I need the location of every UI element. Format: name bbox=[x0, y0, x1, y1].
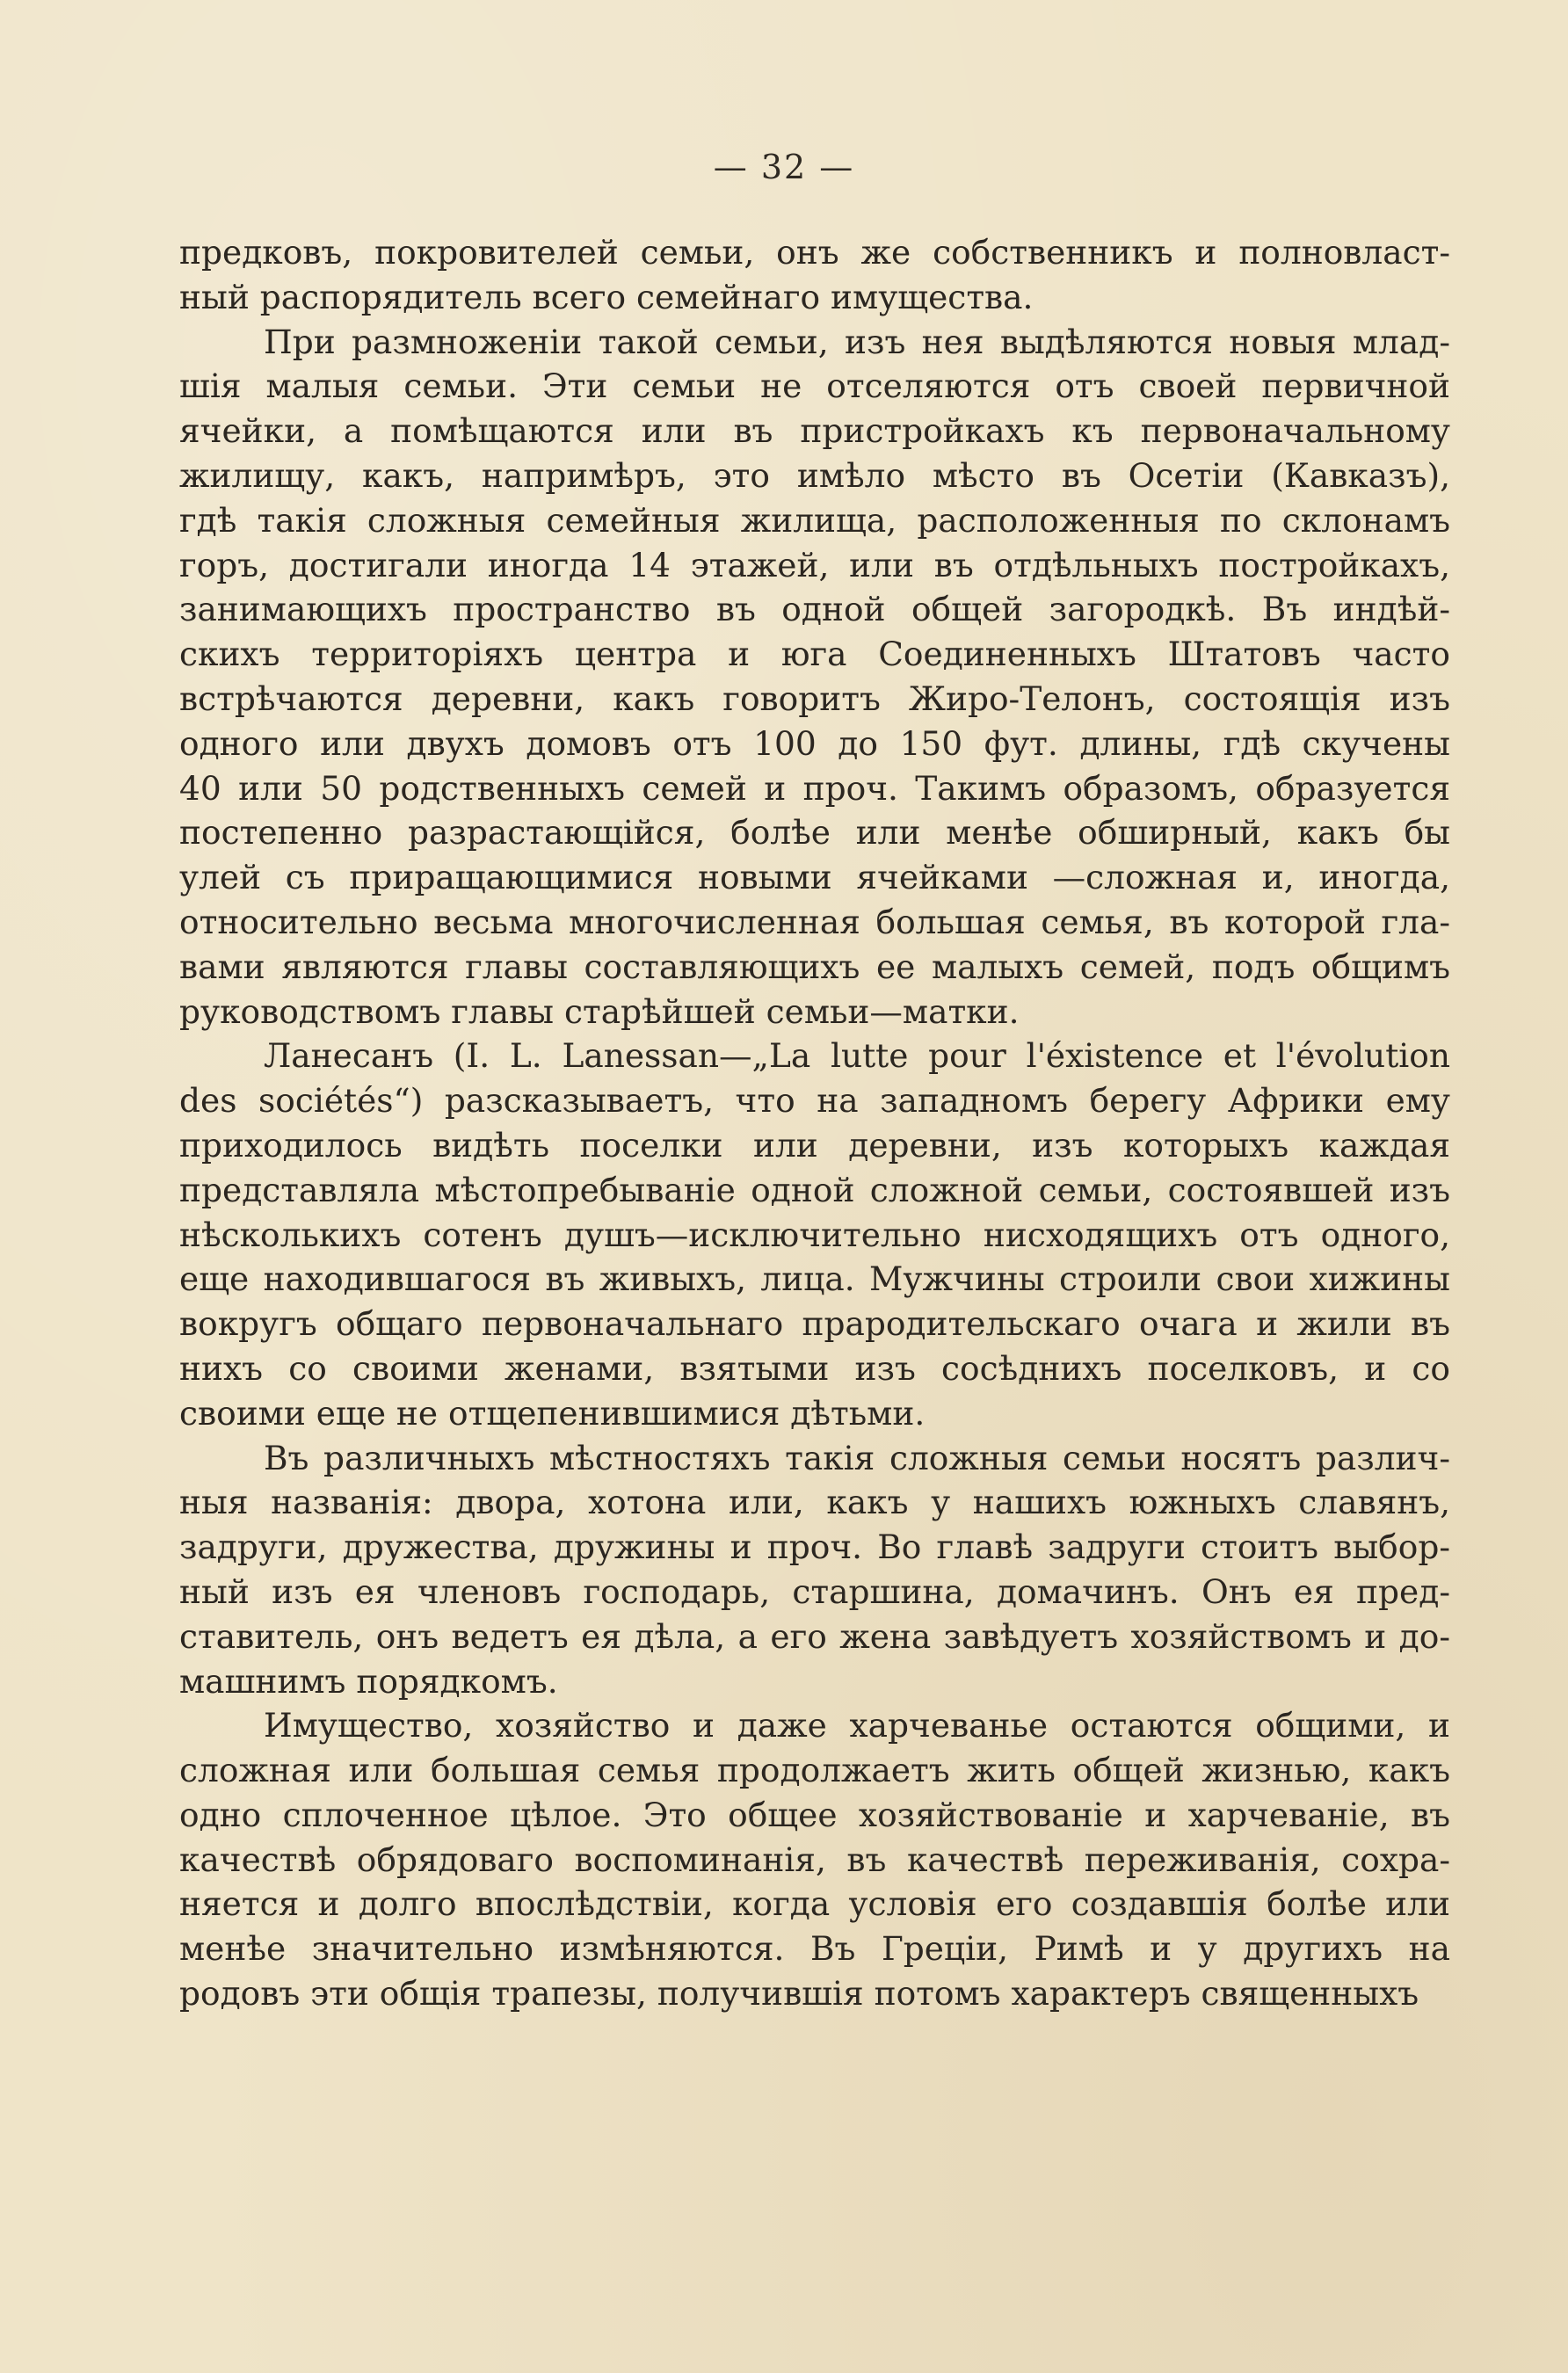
text-line: няется и долго впослѣдствіи, когда условія его создавшія болѣе или bbox=[179, 1884, 1450, 1924]
text-line: ячейки, а помѣщаются или въ пристройкахъ къ первоначальному bbox=[179, 411, 1450, 451]
text-line: руководствомъ главы старѣйшей семьи—матки. bbox=[179, 991, 1020, 1031]
text-line: еще находившагося въ живыхъ, лица. Мужчины строили свои хижины bbox=[179, 1259, 1450, 1299]
text-line: гдѣ такія сложныя семейныя жилища, расположенныя по склонамъ bbox=[179, 500, 1450, 540]
text-line: Имущество, хозяйство и даже харчеванье остаются общими, и bbox=[264, 1706, 1450, 1745]
text-line: относительно весьма многочисленная большая семья, въ которой гла- bbox=[179, 902, 1450, 941]
paragraph bbox=[179, 1703, 1450, 2016]
text-line: приходилось видѣть поселки или деревни, изъ которыхъ каждая bbox=[179, 1125, 1450, 1165]
text-line: 40 или 50 родственныхъ семей и проч. Такимъ образомъ, образуется bbox=[179, 768, 1450, 808]
text-line: Въ различныхъ мѣстностяхъ такія сложныя семьи носятъ различ- bbox=[264, 1438, 1450, 1477]
paragraph bbox=[179, 1436, 1450, 1704]
text-line: сложная или большая семья продолжаетъ жить общей жизнью, какъ bbox=[179, 1751, 1450, 1790]
text-line: нѣсколькихъ сотенъ душъ—исключительно нисходящихъ отъ одного, bbox=[179, 1215, 1450, 1254]
text-line: нихъ со своими женами, взятыми изъ сосѣднихъ поселковъ, и со bbox=[179, 1348, 1450, 1388]
page-number: — 32 — bbox=[713, 148, 855, 186]
text-line: занимающихъ пространство въ одной общей загородкѣ. Въ индѣй- bbox=[179, 590, 1450, 629]
text-line: При размноженіи такой семьи, изъ нея выдѣляются новыя млад- bbox=[264, 322, 1450, 361]
text-line: родовъ эти общія трапезы, получившія потомъ характеръ священныхъ bbox=[179, 1974, 1419, 2014]
text-line: одного или двухъ домовъ отъ 100 до 150 фут. длины, гдѣ скучены bbox=[179, 723, 1450, 763]
paragraph bbox=[179, 320, 1450, 1034]
text-line: des sociétés“) разсказываетъ, что на западномъ берегу Африки ему bbox=[179, 1081, 1450, 1121]
text-line: менѣе значительно измѣняются. Въ Греціи, Римѣ и у другихъ на bbox=[179, 1929, 1450, 1969]
paragraph bbox=[179, 230, 1450, 320]
text-line: ставитель, онъ ведетъ ея дѣла, а его жена завѣдуетъ хозяйствомъ и до- bbox=[179, 1616, 1450, 1656]
text-line: шія малыя семьи. Эти семьи не отселяются отъ своей первичной bbox=[179, 366, 1450, 406]
body-text bbox=[179, 230, 1450, 2016]
text-line: Ланесанъ (I. L. Lanessan—„La lutte pour l'éxistence et l'évolution bbox=[264, 1036, 1450, 1076]
text-line: ный распорядитель всего семейнаго имущества. bbox=[179, 277, 1034, 316]
text-line: задруги, дружества, дружины и проч. Во главѣ задруги стоитъ выбор- bbox=[179, 1528, 1450, 1567]
text-line: качествѣ обрядоваго воспоминанія, въ качествѣ переживанія, сохра- bbox=[179, 1840, 1450, 1879]
text-line: вокругъ общаго первоначальнаго прародительскаго очага и жили въ bbox=[179, 1304, 1450, 1344]
text-line: горъ, достигали иногда 14 этажей, или въ отдѣльныхъ постройкахъ, bbox=[179, 545, 1450, 584]
text-line: жилищу, какъ, напримѣръ, это имѣло мѣсто въ Осетіи (Кавказъ), bbox=[179, 455, 1450, 495]
text-line: машнимъ порядкомъ. bbox=[179, 1661, 558, 1701]
text-line: своими еще не отщепенившимися дѣтьми. bbox=[179, 1393, 926, 1433]
text-line: постепенно разрастающійся, болѣе или менѣе обширный, какъ бы bbox=[179, 813, 1450, 853]
text-line: ныя названія: двора, хотона или, какъ у нашихъ южныхъ славянъ, bbox=[179, 1483, 1450, 1522]
text-line: встрѣчаются деревни, какъ говоритъ Жиро-Телонъ, состоящія изъ bbox=[179, 679, 1450, 718]
text-line: скихъ территоріяхъ центра и юга Соединенныхъ Штатовъ часто bbox=[179, 635, 1450, 674]
text-line: представляла мѣстопребываніе одной сложной семьи, состоявшей изъ bbox=[179, 1170, 1450, 1209]
paragraph bbox=[179, 1034, 1450, 1435]
text-line: улей съ приращающимися новыми ячейками —сложная и, иногда, bbox=[179, 858, 1450, 897]
text-line: одно сплоченное цѣлое. Это общее хозяйствованіе и харчеваніе, въ bbox=[179, 1795, 1450, 1834]
text-line: предковъ, покровителей семьи, онъ же собственникъ и полновласт- bbox=[179, 233, 1450, 272]
text-line: ный изъ ея членовъ господарь, старшина, домачинъ. Онъ ея пред- bbox=[179, 1571, 1450, 1611]
text-line: вами являются главы составляющихъ ее малыхъ семей, подъ общимъ bbox=[179, 947, 1450, 986]
